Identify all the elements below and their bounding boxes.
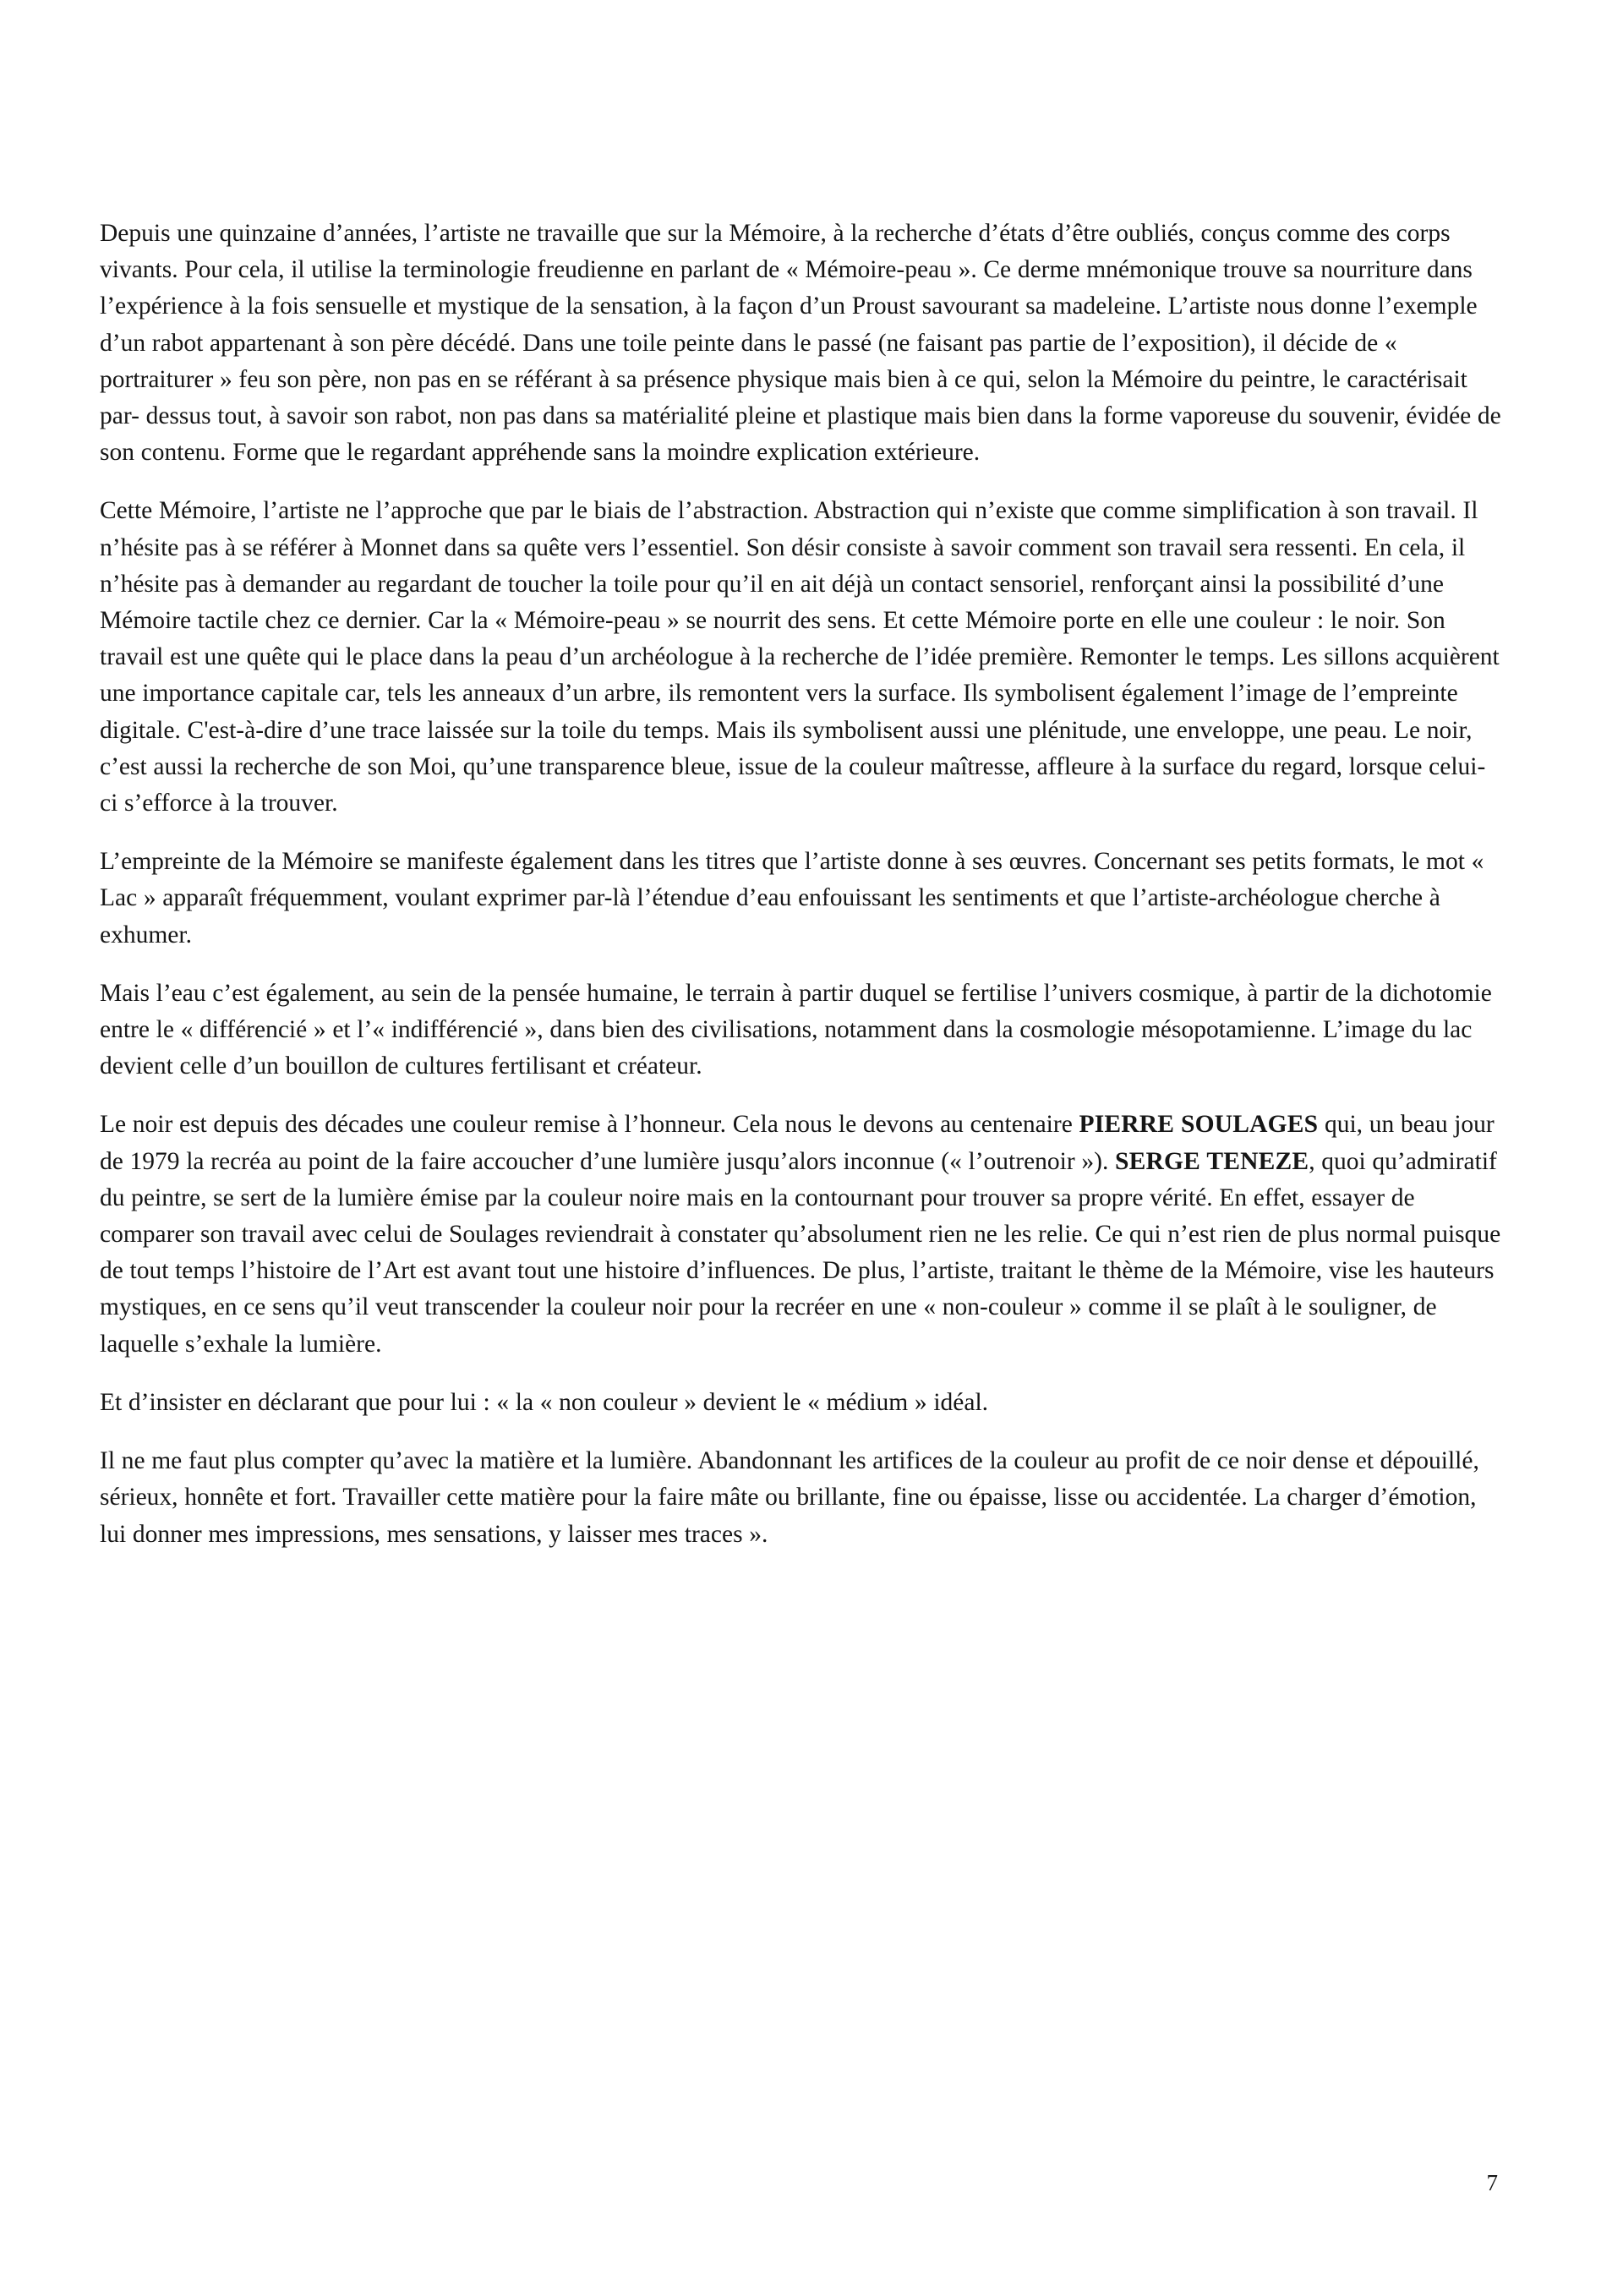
paragraph-6: Et d’insister en déclarant que pour lui : « la « non couleur » devient le « médium » idéal. xyxy=(100,1388,989,1416)
paragraph-3: L’empreinte de la Mémoire se manifeste également dans les titres que l’artiste donne à ses œuvres. Concernant ses petits formats, le mot « Lac » apparaît fréquemment, voulant exprimer par-là l’étendue d’eau enfouissant les sentiments et que l’artiste-archéologue cherche à exhumer. xyxy=(100,848,1484,948)
artist-name-pierre-soulages: PIERRE SOULAGES xyxy=(1079,1111,1319,1139)
paragraph-5-segment-text-2: qui, un beau jour de 1979 la recréa au point de la faire accoucher d’une lumière jusqu’alors inconnue (« l’outrenoir »). xyxy=(100,1111,1495,1175)
paragraph-7: Il ne me faut plus compter qu’avec la matière et la lumière. Abandonnant les artifices de la couleur au profit de ce noir dense et dépouillé, sérieux, honnête et fort. Travailler cette matière pour la faire mâte ou brillante, fine ou épaisse, lisse ou accidentée. La charger d’émotion, lui donner mes impressions, mes sensations, y laisser mes traces ». xyxy=(100,1447,1479,1548)
paragraph-5 xyxy=(100,1107,1503,1362)
document-body xyxy=(100,216,1503,1553)
paragraph-5-segment-text-1: Le noir est depuis des décades une couleur remise à l’honneur. Cela nous le devons au centenaire xyxy=(100,1111,1079,1139)
artist-name-serge-teneze: SERGE TENEZE xyxy=(1115,1147,1309,1175)
paragraph-1: Depuis une quinzaine d’années, l’artiste ne travaille que sur la Mémoire, à la recherche d’états d’être oubliés, conçus comme des corps vivants. Pour cela, il utilise la terminologie freudienne en parlant de « Mémoire-peau ». Ce derme mnémonique trouve sa nourriture dans l’expérience à la fois sensuelle et mystique de la sensation, à la façon d’un Proust savourant sa madeleine. L’artiste nous donne l’exemple d’un rabot appartenant à son père décédé. Dans une toile peinte dans le passé (ne faisant pas partie de l’exposition), il décide de « portraiturer » feu son père, non pas en se référant à sa présence physique mais bien à ce qui, selon la Mémoire du peintre, le caractérisait par- dessus tout, à savoir son rabot, non pas dans sa matérialité pleine et plastique mais bien dans la forme vaporeuse du souvenir, évidée de son contenu. Forme que le regardant appréhende sans la moindre explication extérieure. xyxy=(100,220,1501,467)
page-number: 7 xyxy=(1486,2170,1498,2195)
paragraph-4: Mais l’eau c’est également, au sein de la pensée humaine, le terrain à partir duquel se fertilise l’univers cosmique, à partir de la dichotomie entre le « différencié » et l’« indifférencié », dans bien des civilisations, notamment dans la cosmologie mésopotamienne. L’image du lac devient celle d’un bouillon de cultures fertilisant et créateur. xyxy=(100,979,1492,1080)
paragraph-2: Cette Mémoire, l’artiste ne l’approche que par le biais de l’abstraction. Abstraction qui n’existe que comme simplification à son travail. Il n’hésite pas à se référer à Monnet dans sa quête vers l’essentiel. Son désir consiste à savoir comment son travail sera ressenti. En cela, il n’hésite pas à demander au regardant de toucher la toile pour qu’il en ait déjà un contact sensoriel, renforçant ainsi la possibilité d’une Mémoire tactile chez ce dernier. Car la « Mémoire-peau » se nourrit des sens. Et cette Mémoire porte en elle une couleur : le noir. Son travail est une quête qui le place dans la peau d’un archéologue à la recherche de l’idée première. Remonter le temps. Les sillons acquièrent une importance capitale car, tels les anneaux d’un arbre, ils remontent vers la surface. Ils symbolisent également l’image de l’empreinte digitale. C'est-à-dire d’une trace laissée sur la toile du temps. Mais ils symbolisent aussi une plénitude, une enveloppe, une peau. Le noir, c’est aussi la recherche de son Moi, qu’une transparence bleue, issue de la couleur maîtresse, affleure à la surface du regard, lorsque celui-ci s’efforce à la trouver. xyxy=(100,497,1500,817)
paragraph-5-segment-text-3: , quoi qu’admiratif du peintre, se sert de la lumière émise par la couleur noire mais en la contournant pour trouver sa propre vérité. En effet, essayer de comparer son travail avec celui de Soulages reviendrait à constater qu’absolument rien ne les relie. Ce qui n’est rien de plus normal puisque de tout temps l’histoire de l’Art est avant tout une histoire d’influences. De plus, l’artiste, traitant le thème de la Mémoire, vise les hauteurs mystiques, en ce sens qu’il veut transcender la couleur noir pour la recréer en une « non-couleur » comme il se plaît à le souligner, de laquelle s’exhale la lumière. xyxy=(100,1147,1501,1358)
